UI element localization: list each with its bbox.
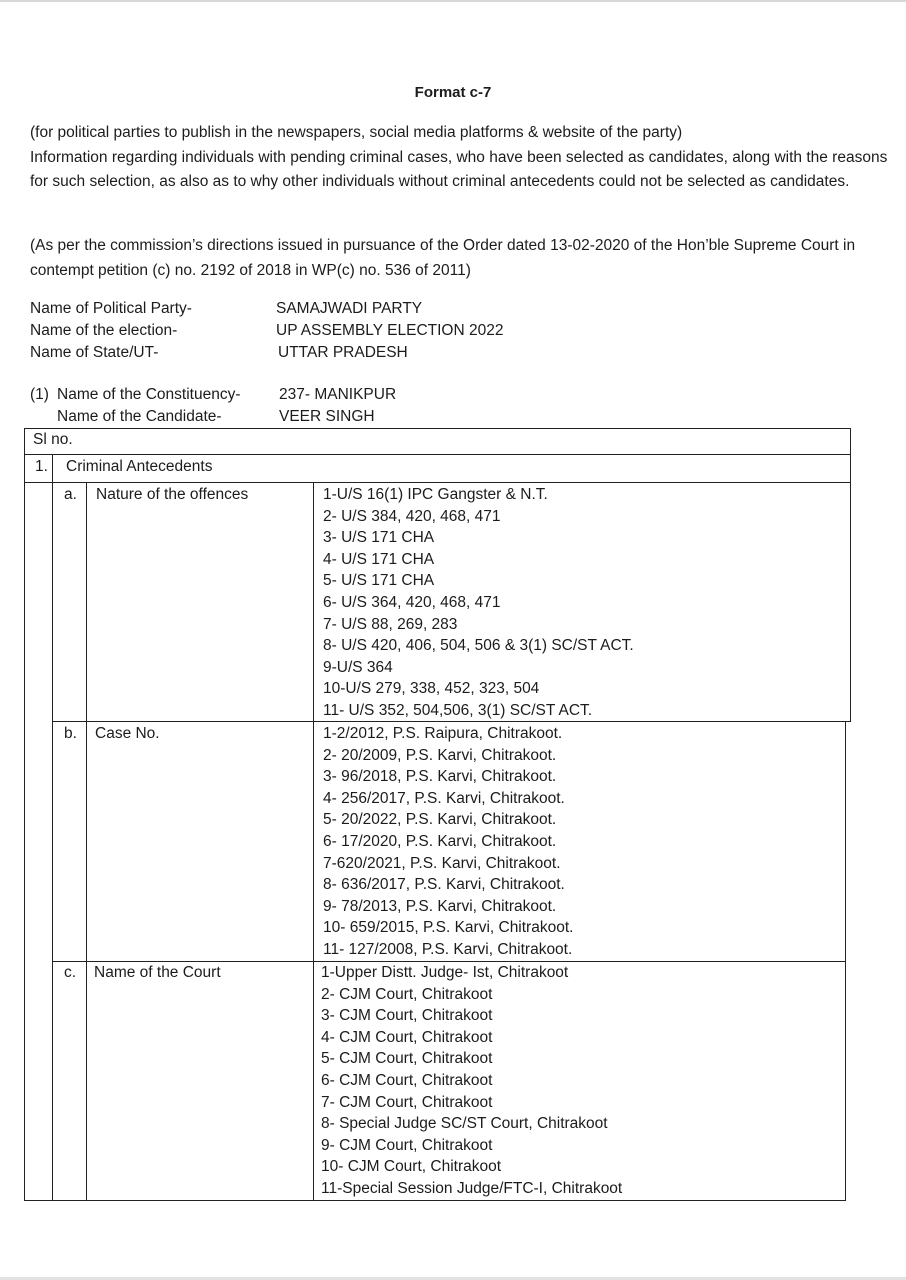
list-item: 6- CJM Court, Chitrakoot: [321, 1071, 493, 1089]
list-item: 9- CJM Court, Chitrakoot: [321, 1136, 493, 1154]
list-item: 8- U/S 420, 406, 504, 506 & 3(1) SC/ST ACT.: [323, 637, 634, 655]
section-number: 1.: [35, 458, 48, 475]
list-item: 5- 20/2022, P.S. Karvi, Chitrakoot.: [323, 811, 557, 829]
list-item: 8- 636/2017, P.S. Karvi, Chitrakoot.: [323, 876, 565, 894]
constituency-label: Name of the Constituency-: [57, 386, 241, 403]
list-item: 7-620/2021, P.S. Karvi, Chitrakoot.: [323, 854, 561, 872]
list-item: 4- 256/2017, P.S. Karvi, Chitrakoot.: [323, 789, 565, 807]
list-item: 11- U/S 352, 504,506, 3(1) SC/ST ACT.: [323, 701, 593, 719]
offences-list: [323, 484, 634, 722]
list-item: 10- CJM Court, Chitrakoot: [321, 1158, 502, 1176]
constituency-value: 237- MANIKPUR: [279, 386, 397, 403]
row-c-label: Name of the Court: [94, 964, 221, 981]
list-item: 1-Upper Distt. Judge- Ist, Chitrakoot: [321, 964, 569, 981]
list-item: 1-U/S 16(1) IPC Gangster & N.T.: [323, 486, 548, 503]
list-item: 6- 17/2020, P.S. Karvi, Chitrakoot.: [323, 832, 557, 850]
intro-paragraph: Information regarding individuals with pending criminal cases, who have been selected as candidates, along with the reasons for such selection, as also as to why other individuals without criminal antecedents could not be selected as candidates.: [30, 148, 888, 190]
row-b-label: Case No.: [95, 725, 160, 742]
list-item: 5- U/S 171 CHA: [323, 572, 435, 590]
scan-top-edge: [0, 0, 906, 2]
list-item: 11- 127/2008, P.S. Karvi, Chitrakoot.: [323, 940, 573, 958]
state-value: UTTAR PRADESH: [278, 344, 408, 361]
election-label: Name of the election-: [30, 322, 178, 339]
list-item: 10- 659/2015, P.S. Karvi, Chitrakoot.: [323, 919, 574, 937]
list-item: 6- U/S 364, 420, 468, 471: [323, 593, 501, 611]
constituency-number: (1): [30, 386, 49, 403]
party-value: SAMAJWADI PARTY: [276, 300, 423, 317]
list-item: 3- U/S 171 CHA: [323, 529, 435, 547]
row-c-letter: c.: [64, 964, 77, 981]
list-item: 9- 78/2013, P.S. Karvi, Chitrakoot.: [323, 897, 557, 915]
sl-no-header: Sl no.: [33, 431, 73, 448]
directions-paragraph: (As per the commission’s directions issued in pursuance of the Order dated 13-02-2020 of the Hon’ble Supreme Court in contempt petition (c) no. 2192 of 2018 in WP(c) no. 536 of 2011): [30, 237, 856, 279]
list-item: 1-2/2012, P.S. Raipura, Chitrakoot.: [323, 725, 563, 742]
list-item: 9-U/S 364: [323, 658, 393, 676]
list-item: 2- CJM Court, Chitrakoot: [321, 985, 493, 1003]
list-item: 3- CJM Court, Chitrakoot: [321, 1007, 493, 1025]
list-item: 5- CJM Court, Chitrakoot: [321, 1050, 493, 1068]
list-item: 2- U/S 384, 420, 468, 471: [323, 507, 501, 525]
case-numbers-list: [323, 723, 573, 961]
format-title: Format c-7: [414, 84, 492, 101]
list-item: 8- Special Judge SC/ST Court, Chitrakoot: [321, 1115, 608, 1133]
list-item: 3- 96/2018, P.S. Karvi, Chitrakoot.: [323, 768, 557, 786]
row-a-letter: a.: [64, 486, 77, 503]
state-label: Name of State/UT-: [30, 344, 159, 361]
list-item: 4- U/S 171 CHA: [323, 550, 435, 568]
candidate-label: Name of the Candidate-: [57, 408, 222, 425]
list-item: 2- 20/2009, P.S. Karvi, Chitrakoot.: [323, 746, 557, 764]
courts-list: [321, 962, 622, 1200]
party-label: Name of Political Party-: [30, 300, 192, 317]
row-b-letter: b.: [64, 725, 77, 742]
section-title: Criminal Antecedents: [66, 458, 213, 475]
list-item: 7- CJM Court, Chitrakoot: [321, 1093, 493, 1111]
election-value: UP ASSEMBLY ELECTION 2022: [276, 322, 504, 339]
candidate-value: VEER SINGH: [279, 408, 375, 425]
list-item: 7- U/S 88, 269, 283: [323, 615, 458, 633]
list-item: 11-Special Session Judge/FTC-I, Chitrakoot: [321, 1179, 623, 1197]
list-item: 4- CJM Court, Chitrakoot: [321, 1028, 493, 1046]
row-a-label: Nature of the offences: [96, 486, 249, 503]
intro-line-1: (for political parties to publish in the newspapers, social media platforms & website of the party): [30, 124, 683, 141]
list-item: 10-U/S 279, 338, 452, 323, 504: [323, 680, 540, 698]
